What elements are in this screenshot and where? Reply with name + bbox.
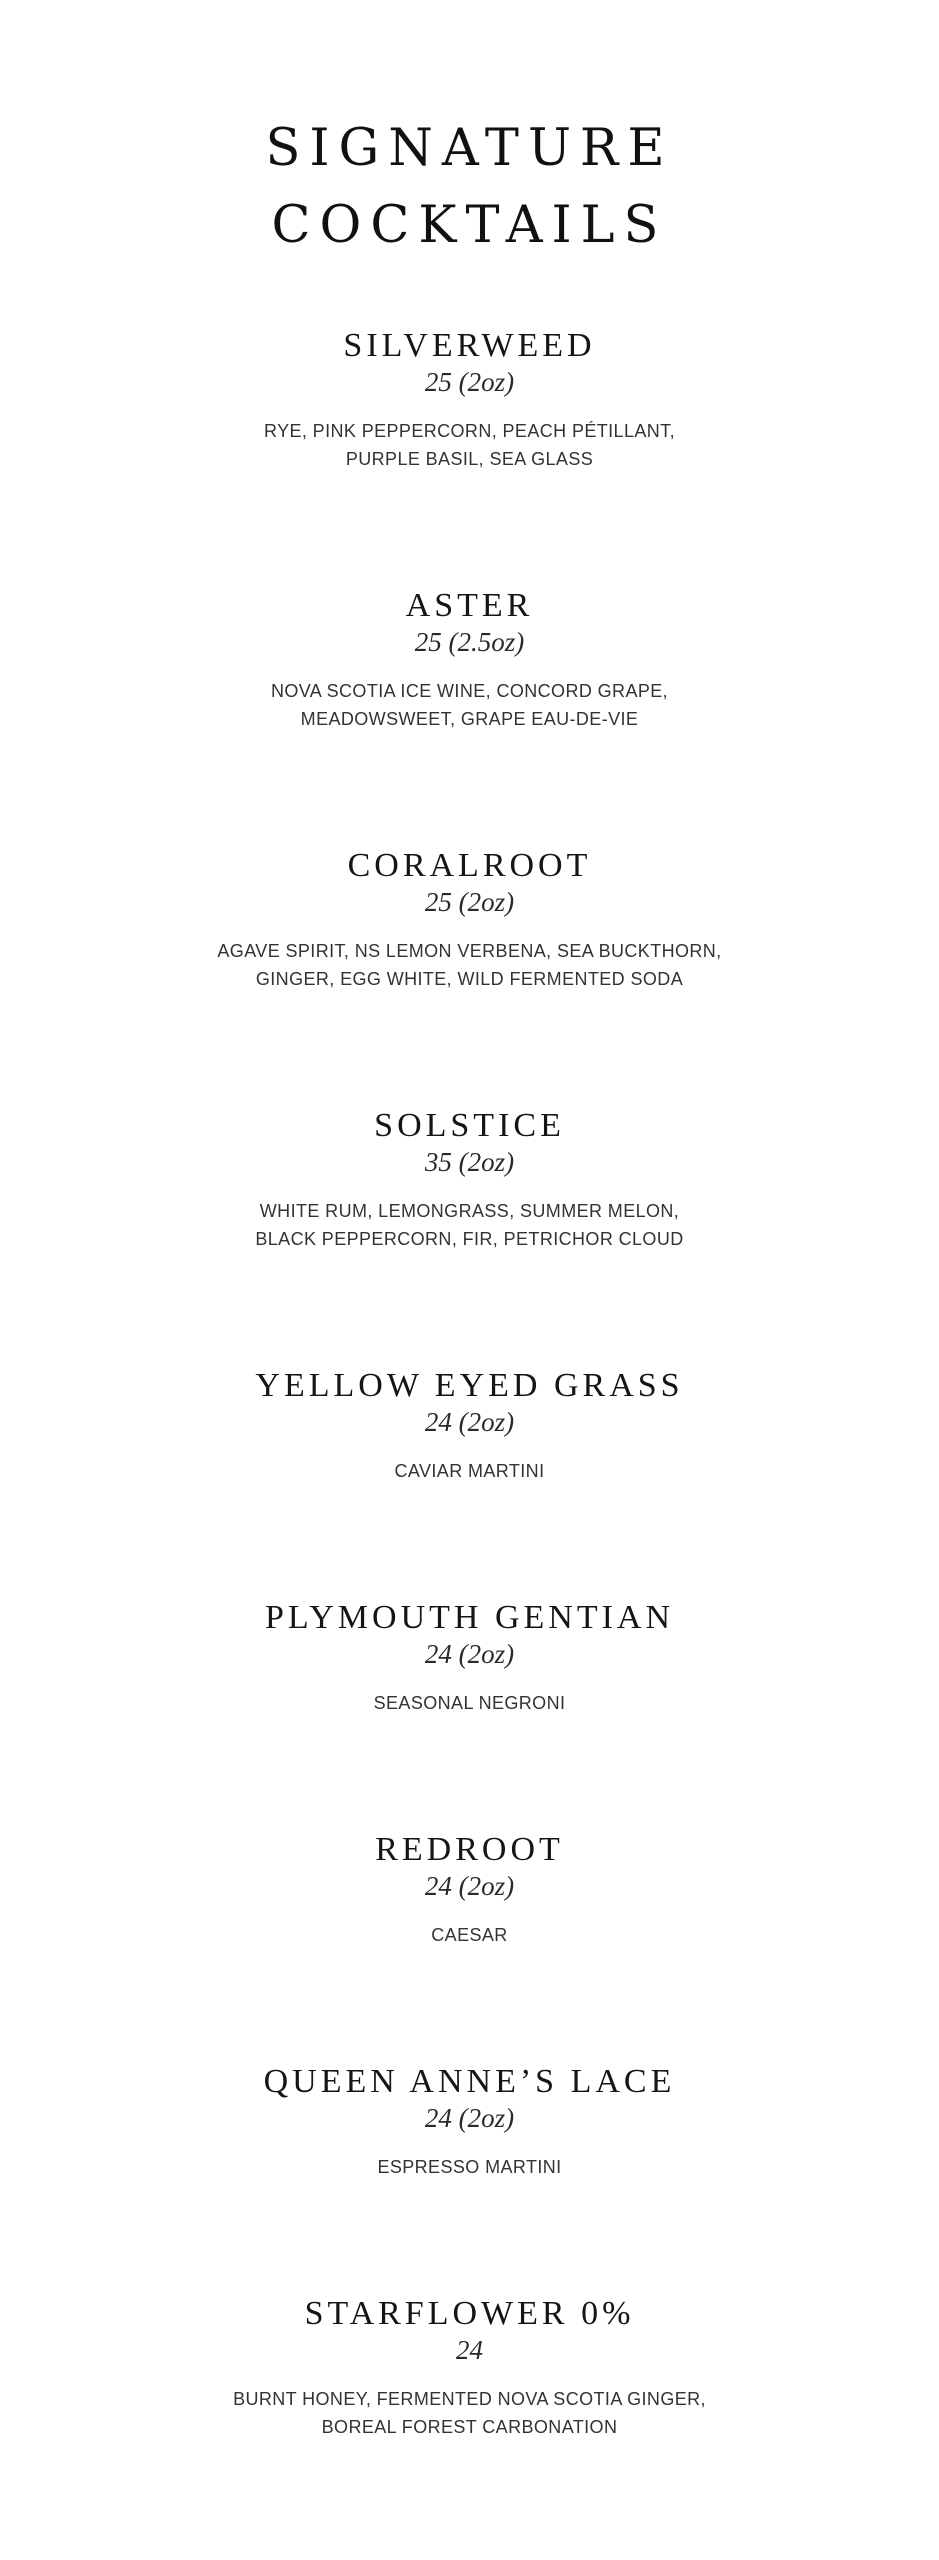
cocktail-description xyxy=(0,937,939,993)
cocktail-description xyxy=(0,417,939,473)
title-line-2: COCKTAILS xyxy=(271,196,668,255)
cocktail-price: 25 (2oz) xyxy=(424,367,515,397)
menu-item xyxy=(0,2062,939,2181)
cocktail-price: 24 (2oz) xyxy=(424,1871,515,1901)
cocktail-price: 25 (2oz) xyxy=(424,887,515,917)
title-line-1: SIGNATURE xyxy=(265,119,674,178)
cocktail-name: CORALROOT xyxy=(347,847,592,884)
description-line: MEADOWSWEET, GRAPE EAU-DE-VIE xyxy=(300,709,639,729)
cocktail-name: ASTER xyxy=(405,587,534,624)
description-line: AGAVE SPIRIT, NS LEMON VERBENA, SEA BUCKTHORN, xyxy=(217,941,722,961)
cocktail-price: 24 (2oz) xyxy=(424,1639,515,1669)
description-line: RYE, PINK PEPPERCORN, PEACH PÉTILLANT, xyxy=(264,421,675,441)
cocktail-name: SILVERWEED xyxy=(343,327,596,364)
cocktail-description xyxy=(0,1457,939,1485)
menu-item xyxy=(0,1598,939,1717)
cocktail-name: YELLOW EYED GRASS xyxy=(255,1367,684,1404)
cocktail-description xyxy=(0,2385,939,2441)
description-line: ESPRESSO MARTINI xyxy=(377,2157,562,2177)
cocktail-name: SOLSTICE xyxy=(374,1107,565,1144)
menu-item xyxy=(0,326,939,473)
cocktail-name: QUEEN ANNE’S LACE xyxy=(263,2063,676,2100)
cocktail-price: 25 (2.5oz) xyxy=(414,627,525,657)
description-line: SEASONAL NEGRONI xyxy=(373,1693,566,1713)
description-line: CAVIAR MARTINI xyxy=(394,1461,545,1481)
description-line: GINGER, EGG WHITE, WILD FERMENTED SODA xyxy=(255,969,684,989)
cocktail-description xyxy=(0,2153,939,2181)
menu-item xyxy=(0,2294,939,2441)
menu-item xyxy=(0,846,939,993)
cocktail-price: 35 (2oz) xyxy=(424,1147,515,1177)
menu-item xyxy=(0,1106,939,1253)
cocktail-description xyxy=(0,677,939,733)
description-line: BURNT HONEY, FERMENTED NOVA SCOTIA GINGER, xyxy=(233,2389,706,2409)
cocktail-name: STARFLOWER 0% xyxy=(304,2295,635,2332)
description-line: BLACK PEPPERCORN, FIR, PETRICHOR CLOUD xyxy=(255,1229,684,1249)
cocktail-description xyxy=(0,1197,939,1253)
menu-item xyxy=(0,1366,939,1485)
description-line: BOREAL FOREST CARBONATION xyxy=(321,2417,618,2437)
description-line: WHITE RUM, LEMONGRASS, SUMMER MELON, xyxy=(259,1201,680,1221)
description-line: NOVA SCOTIA ICE WINE, CONCORD GRAPE, xyxy=(270,681,669,701)
cocktail-name: PLYMOUTH GENTIAN xyxy=(264,1599,675,1636)
menu-item xyxy=(0,586,939,733)
cocktail-description xyxy=(0,1921,939,1949)
cocktail-price: 24 (2oz) xyxy=(424,2103,515,2133)
cocktail-price: 24 xyxy=(456,2335,483,2365)
menu-item xyxy=(0,1830,939,1949)
cocktail-description xyxy=(0,1689,939,1717)
description-line: PURPLE BASIL, SEA GLASS xyxy=(345,449,594,469)
description-line: CAESAR xyxy=(431,1925,508,1945)
page-title xyxy=(0,110,939,264)
cocktail-name: REDROOT xyxy=(375,1831,564,1868)
cocktail-price: 24 (2oz) xyxy=(424,1407,515,1437)
